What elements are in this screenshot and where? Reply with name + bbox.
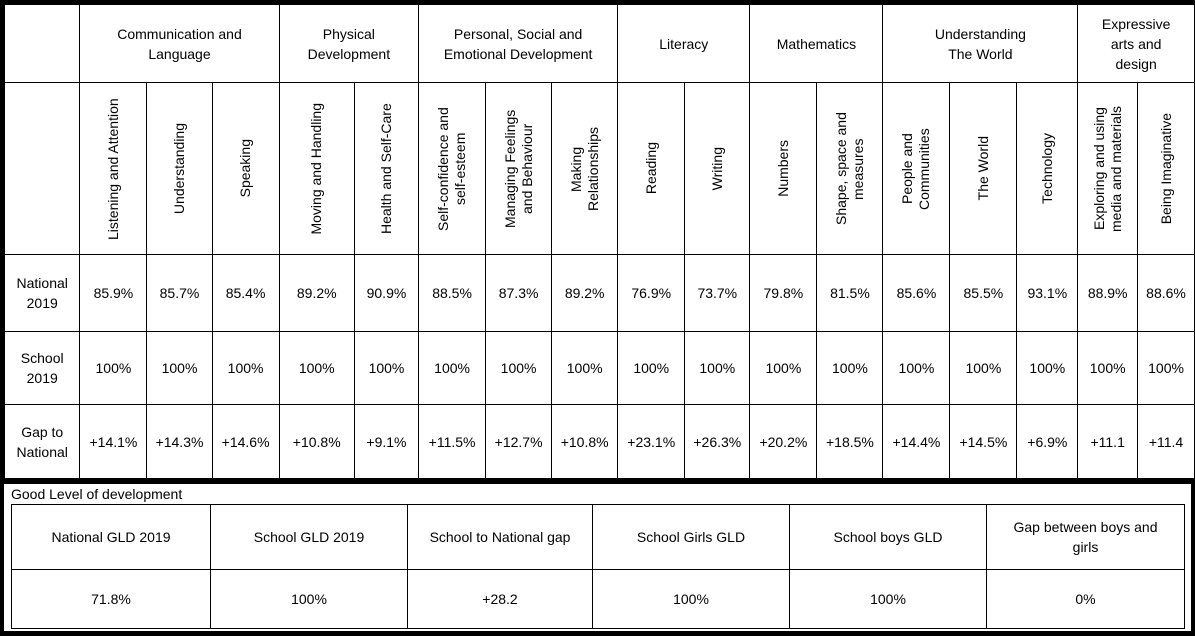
value-cell: +10.8% (552, 405, 618, 479)
gld-value: +28.2 (408, 570, 593, 629)
value-cell: 87.3% (486, 255, 552, 332)
value-cell: +26.3% (685, 405, 750, 479)
value-cell: +18.5% (817, 405, 883, 479)
goal-header (883, 83, 950, 255)
goal-label: Writing (708, 146, 725, 191)
goal-label: Technology (1038, 133, 1055, 204)
value-cell: +14.5% (950, 405, 1017, 479)
goal-label: Numbers (774, 140, 791, 197)
gld-table (11, 504, 1185, 629)
value-cell: +10.8% (279, 405, 354, 479)
value-cell: 100% (147, 332, 212, 405)
goal-label: Understanding (171, 122, 187, 215)
goal-header (279, 83, 354, 255)
goal-label: Making Relationships (567, 126, 601, 211)
goal-header (817, 83, 883, 255)
goal-label: Speaking (237, 139, 254, 198)
value-cell: +12.7% (486, 405, 552, 479)
value-cell: 85.9% (80, 255, 147, 332)
goal-header (950, 83, 1017, 255)
value-cell: 100% (1138, 332, 1195, 405)
value-cell: 89.2% (552, 255, 618, 332)
value-cell: 100% (80, 332, 147, 405)
value-cell: +9.1% (354, 405, 418, 479)
goal-label: People and Communities (899, 127, 933, 210)
goal-header (354, 83, 418, 255)
value-cell: +14.4% (883, 405, 950, 479)
goal-header (1017, 83, 1078, 255)
data-row-gap (5, 405, 1195, 479)
data-row-school (5, 332, 1195, 405)
goal-label: Reading (642, 142, 659, 195)
value-cell: +11.4 (1138, 405, 1195, 479)
value-cell: +14.1% (80, 405, 147, 479)
value-cell: 76.9% (618, 255, 685, 332)
value-cell: +23.1% (618, 405, 685, 479)
value-cell: +11.5% (419, 405, 486, 479)
value-cell: 100% (1078, 332, 1138, 405)
goal-label: Managing Feelings and Behaviour (501, 109, 535, 228)
gld-value: 100% (211, 570, 408, 629)
value-cell: 85.5% (950, 255, 1017, 332)
value-cell: 73.7% (685, 255, 750, 332)
value-cell: 100% (279, 332, 354, 405)
row-label: National 2019 (5, 255, 80, 332)
goal-label: Listening and Attention (104, 97, 121, 240)
goal-header (80, 83, 147, 255)
value-cell: 100% (1017, 332, 1078, 405)
value-cell: 89.2% (279, 255, 354, 332)
value-cell: 88.6% (1138, 255, 1195, 332)
goal-header (1138, 83, 1195, 255)
value-cell: 88.9% (1078, 255, 1138, 332)
value-cell: 100% (552, 332, 618, 405)
value-cell: 100% (212, 332, 279, 405)
goal-header (1078, 83, 1138, 255)
gld-value: 0% (987, 570, 1185, 629)
data-row-national (5, 255, 1195, 332)
value-cell: 81.5% (817, 255, 883, 332)
value-cell: +6.9% (1017, 405, 1078, 479)
gld-header-row (12, 505, 1185, 570)
goal-header-row (5, 83, 1195, 255)
row-label: School 2019 (5, 332, 80, 405)
goal-label: Being Imaginative (1157, 112, 1174, 225)
eyfs-results-table (4, 4, 1195, 479)
corner-cell (5, 83, 80, 255)
value-cell: 100% (419, 332, 486, 405)
gld-value: 100% (790, 570, 987, 629)
value-cell: 93.1% (1017, 255, 1078, 332)
goal-label: Exploring and using media and materials (1090, 105, 1124, 232)
goal-label: Health and Self-Care (377, 103, 394, 234)
gld-value-row (12, 570, 1185, 629)
value-cell: 100% (883, 332, 950, 405)
goal-header (618, 83, 685, 255)
area-header: Physical Development (279, 5, 418, 83)
gld-value: 71.8% (12, 570, 211, 629)
gld-header: School to National gap (408, 505, 593, 570)
gld-header: School boys GLD (790, 505, 987, 570)
gld-section-header (4, 484, 1191, 505)
value-cell: 100% (354, 332, 418, 405)
value-cell: 100% (950, 332, 1017, 405)
goal-label: The World (974, 136, 991, 201)
value-cell: 79.8% (750, 255, 817, 332)
value-cell: 100% (618, 332, 685, 405)
gld-section-title: Good Level of development (11, 486, 183, 502)
goal-header (212, 83, 279, 255)
value-cell: 100% (486, 332, 552, 405)
area-header: Mathematics (750, 5, 883, 83)
area-header: Personal, Social and Emotional Development (419, 5, 618, 83)
value-cell: 100% (817, 332, 883, 405)
goal-header (419, 83, 486, 255)
gld-header: National GLD 2019 (12, 505, 211, 570)
value-cell: 88.5% (419, 255, 486, 332)
value-cell: 85.4% (212, 255, 279, 332)
value-cell: 100% (685, 332, 750, 405)
goal-label: Shape, space and measures (832, 112, 866, 225)
value-cell: +20.2% (750, 405, 817, 479)
gld-header: Gap between boys and girls (987, 505, 1185, 570)
gld-value: 100% (593, 570, 790, 629)
value-cell: 85.6% (883, 255, 950, 332)
area-header: Communication and Language (80, 5, 279, 83)
gld-header: School Girls GLD (593, 505, 790, 570)
goal-header (685, 83, 750, 255)
area-header: Understanding The World (883, 5, 1078, 83)
area-header: Literacy (618, 5, 750, 83)
goal-header (147, 83, 212, 255)
goal-label: Moving and Handling (308, 102, 325, 235)
value-cell: 90.9% (354, 255, 418, 332)
goal-header (552, 83, 618, 255)
goal-header (486, 83, 552, 255)
row-label: Gap to National (5, 405, 80, 479)
value-cell: 100% (750, 332, 817, 405)
gld-header: School GLD 2019 (211, 505, 408, 570)
area-header: Expressive arts and design (1078, 5, 1195, 83)
goal-label: Self-confidence and self-esteem (435, 106, 469, 231)
value-cell: +14.6% (212, 405, 279, 479)
area-header-row (5, 5, 1195, 83)
value-cell: +11.1 (1078, 405, 1138, 479)
goal-header (750, 83, 817, 255)
value-cell: +14.3% (147, 405, 212, 479)
corner-cell (5, 5, 80, 83)
value-cell: 85.7% (147, 255, 212, 332)
